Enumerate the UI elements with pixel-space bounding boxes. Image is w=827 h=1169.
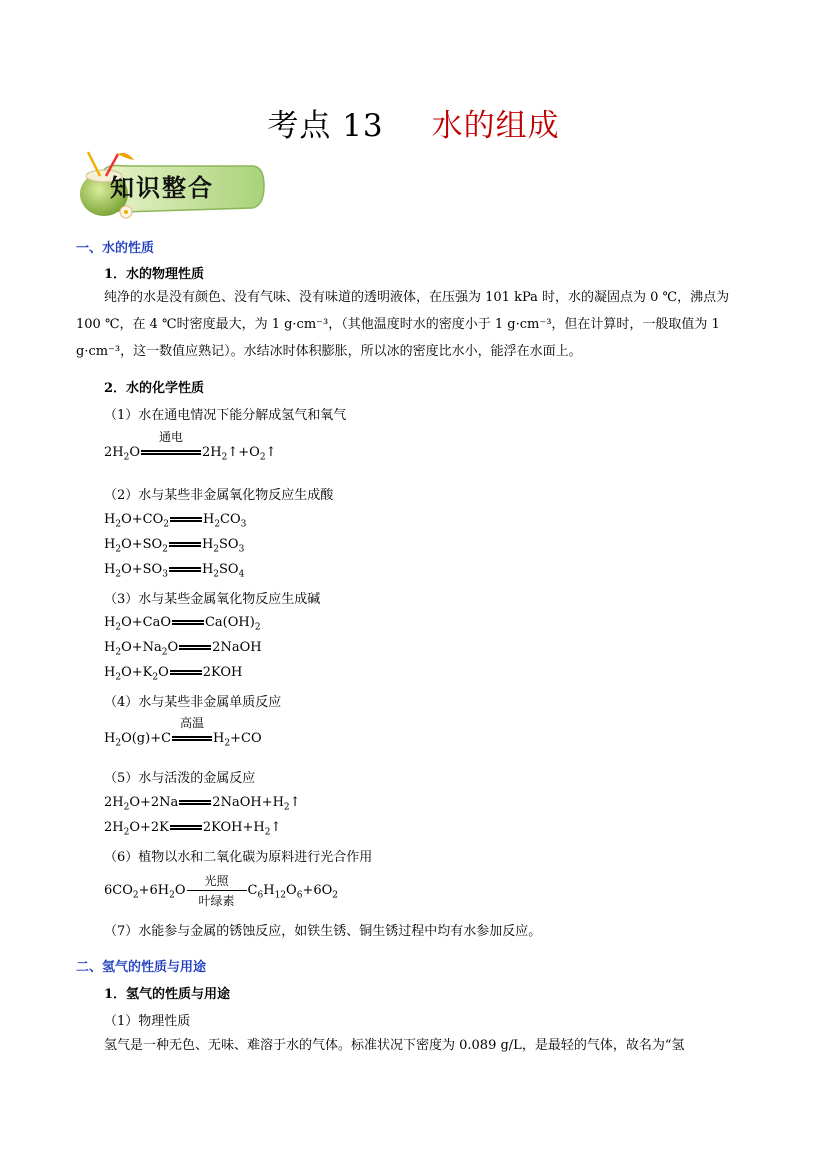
item-nonmetal: （4）水与某些非金属单质反应 bbox=[104, 695, 282, 710]
section-heading-water-properties: 一、水的性质 bbox=[76, 241, 155, 256]
equation-carbon: $H_2O(g)+C$ 高温 $H_2+CO$ bbox=[104, 716, 262, 749]
title-topic: 水的组成 bbox=[431, 108, 560, 144]
equation-potassium: $2H_2O+2K$ $2KOH+H_2↑$ bbox=[104, 820, 282, 838]
condition-electricity: 通电 bbox=[159, 430, 184, 444]
section-heading-hydrogen: 二、氢气的性质与用途 bbox=[76, 960, 207, 975]
title-number: 考点 13 bbox=[267, 108, 384, 144]
equation-na2o: $H_2O+Na_2O$ 2NaOH bbox=[104, 640, 262, 658]
condition-high-temp: 高温 bbox=[180, 716, 205, 730]
item-nonmetal-oxide: （2）水与某些非金属氧化物反应生成酸 bbox=[104, 488, 334, 503]
item-active-metal: （5）水与活泼的金属反应 bbox=[104, 771, 256, 786]
paragraph-hydrogen: 氢气是一种无色、无味、难溶于水的气体。标准状况下密度为 0.089 g/L，是最轻的气体，故名为“氢 bbox=[104, 1038, 685, 1053]
condition-chlorophyll: 叶绿素 bbox=[198, 893, 235, 908]
subheading-physical: 1．水的物理性质 bbox=[104, 267, 205, 282]
item-electrolysis: （1）水在通电情况下能分解成氢气和氧气 bbox=[104, 408, 347, 423]
condition-light: 光照 bbox=[204, 873, 229, 888]
equation-sodium: $2H_2O+2Na$ $2NaOH+H_2↑$ bbox=[104, 795, 301, 813]
equation-so3: $H_2O+SO_3$ $H_2SO_4$ bbox=[104, 562, 245, 580]
page-title bbox=[0, 100, 827, 145]
equation-co2: $H_2O+CO_2$ $H_2CO_3$ bbox=[104, 512, 247, 530]
equation-electrolysis: $2H_2O$ 通电 $2H_2↑+O_2↑$ bbox=[104, 430, 277, 463]
subheading-hydrogen: 1．氢气的性质与用途 bbox=[104, 987, 231, 1002]
equation-cao: $H_2O+CaO$ $Ca(OH)_2$ bbox=[104, 615, 261, 633]
equation-so2: $H_2O+SO_2$ $H_2SO_3$ bbox=[104, 537, 245, 555]
equation-k2o: $H_2O+K_2O$ 2KOH bbox=[104, 665, 243, 683]
badge-label: 知识整合 bbox=[110, 173, 214, 202]
item-photosynthesis: （6）植物以水和二氧化碳为原料进行光合作用 bbox=[104, 850, 373, 865]
subheading-chemical: 2．水的化学性质 bbox=[104, 381, 205, 396]
item-metal-oxide: （3）水与某些金属氧化物反应生成碱 bbox=[104, 592, 321, 607]
item-corrosion: （7）水能参与金属的锈蚀反应，如铁生锈、铜生锈过程中均有水参加反应。 bbox=[104, 924, 542, 939]
item-physical-properties: （1）物理性质 bbox=[104, 1014, 191, 1029]
equation-photosynthesis: $6CO_2+6H_2O$ 光照 叶绿素 $C_6H_{12}O_6+6O_2$ bbox=[104, 873, 338, 908]
paragraph-physical: 纯净的水是没有颜色、没有气味、没有味道的透明液体，在压强为 101 kPa 时，水的凝固点为 0 ℃，沸点为 100 ℃，在 4 ℃时密度最大，为 1 g·cm⁻³，（其他温度时水的密度小于 1 g·cm⁻³，但在计算时，一般取值为 1 g·cm⁻³，这一数值应熟记）。水结冰时体积膨胀，所以冰的密度比水小，能浮在水面上。 bbox=[76, 290, 730, 359]
